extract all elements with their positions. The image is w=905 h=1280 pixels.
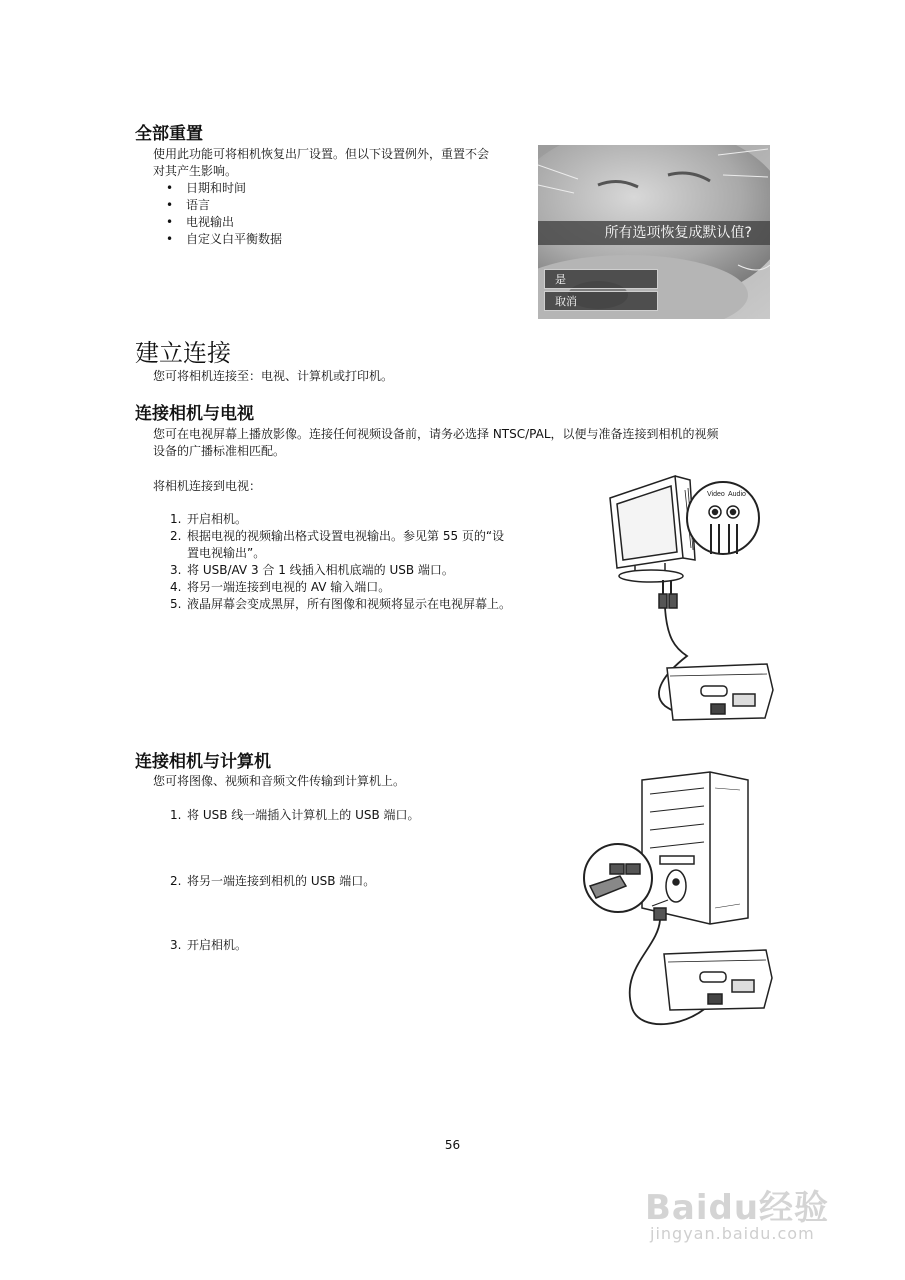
tv-steps xyxy=(170,511,550,613)
list-item: 5. 液晶屏幕会变成黑屏，所有图像和视频将显示在电视屏幕上。 xyxy=(170,597,512,611)
pc-intro: 您可将图像、视频和音频文件传输到计算机上。 xyxy=(153,774,406,788)
video-port-label: Video xyxy=(707,491,725,498)
pc-step-3: 3. 开启相机。 xyxy=(170,938,248,952)
baidu-watermark: Baidu经验 xyxy=(645,1188,830,1228)
pc-connection-illustration xyxy=(580,768,780,1036)
baidu-watermark-url: jingyan.baidu.com xyxy=(650,1224,815,1243)
reset-exception-list xyxy=(166,180,282,248)
page-number: 56 xyxy=(444,1138,461,1152)
list-item: • 电视输出 xyxy=(166,214,282,231)
reset-prompt: 所有选项恢复成默认值? xyxy=(604,225,752,241)
reset-intro-line-1: 使用此功能可将相机恢复出厂设置。但以下设置例外，重置不会 xyxy=(153,147,490,161)
tv-connection-illustration xyxy=(595,468,785,730)
tv-lead: 将相机连接到电视： xyxy=(153,479,262,493)
connect-intro: 您可将相机连接至：电视、计算机或打印机。 xyxy=(153,369,394,383)
connect-title: 建立连接 xyxy=(135,339,231,367)
cancel-button[interactable]: 取消 xyxy=(544,291,658,311)
tv-intro-line-1: 您可在电视屏幕上播放影像。连接任何视频设备前，请务必选择 NTSC/PAL，以便与准备连接到相机的视频 xyxy=(153,427,719,441)
reset-title: 全部重置 xyxy=(135,124,203,144)
list-item: 2. 根据电视的视频输出格式设置电视输出。参见第 55 页的“设 置电视输出”。 xyxy=(170,529,505,560)
tv-intro-line-2: 设备的广播标准相匹配。 xyxy=(153,444,286,458)
pc-section-title: 连接相机与计算机 xyxy=(135,752,271,772)
list-item: • 语言 xyxy=(166,197,282,214)
pc-step-1: 1. 将 USB 线一端插入计算机上的 USB 端口。 xyxy=(170,808,420,822)
tv-section-title: 连接相机与电视 xyxy=(135,404,254,424)
list-item: 3. 将 USB/AV 3 合 1 线插入相机底端的 USB 端口。 xyxy=(170,563,454,577)
yes-button[interactable]: 是 xyxy=(544,269,658,289)
list-item: 4. 将另一端连接到电视的 AV 输入端口。 xyxy=(170,580,391,594)
list-item: • 自定义白平衡数据 xyxy=(166,231,282,248)
list-item: • 日期和时间 xyxy=(166,180,282,197)
audio-port-label: Audio xyxy=(728,491,746,498)
reset-confirm-screen xyxy=(538,145,770,319)
pc-step-2: 2. 将另一端连接到相机的 USB 端口。 xyxy=(170,874,376,888)
list-item: 1. 开启相机。 xyxy=(170,512,248,526)
reset-intro-line-2: 对其产生影响。 xyxy=(153,164,238,178)
